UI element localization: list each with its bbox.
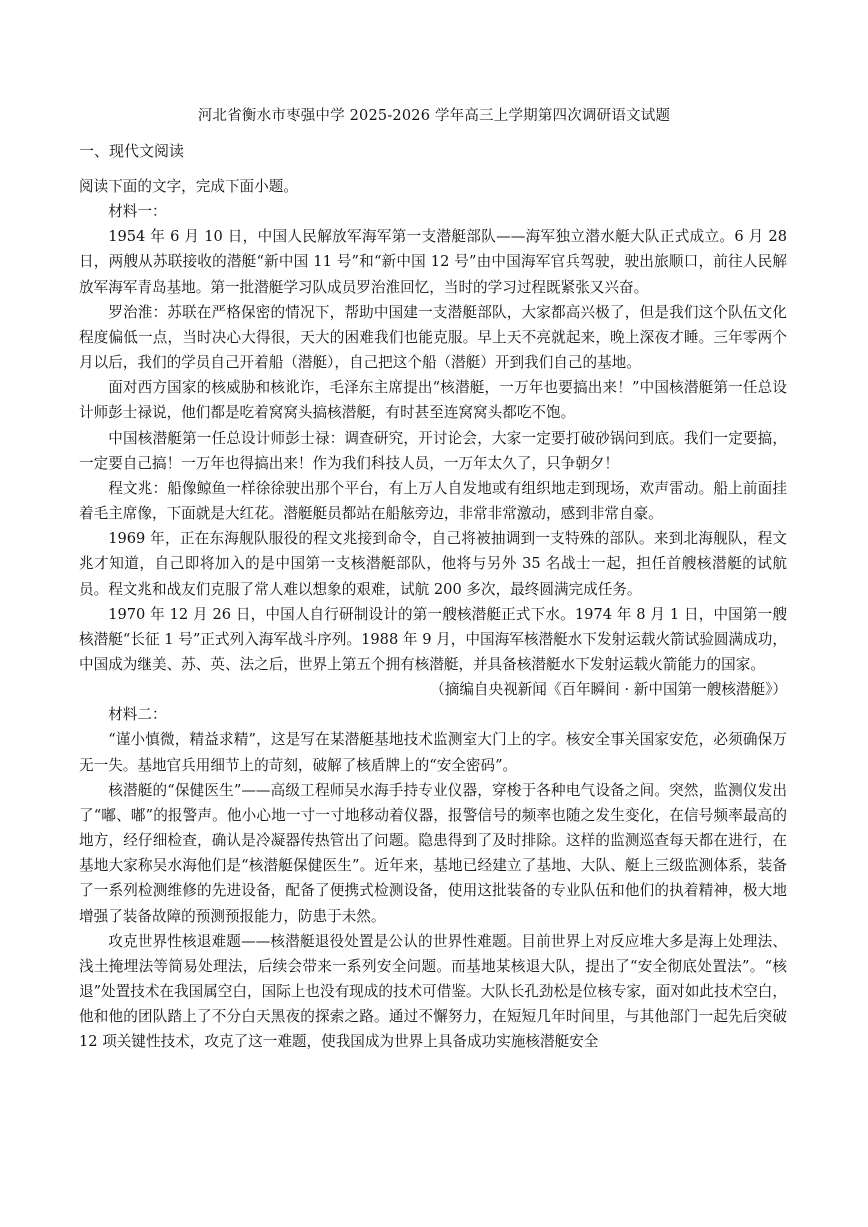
material1-paragraph-6: 1969 年，正在东海舰队服役的程文兆接到命令，自己将被抽调到一支特殊的部队。来到北海舰队，程文兆才知道，自己即将加入的是中国第一支核潜艇部队，他将与另外 35 名战士一起，担任首艘核潜艇的试航员。程文兆和战友们克服了常人难以想象的艰难，试航 200 多次，最终圆满完成任务。	[79, 530, 787, 598]
material2-paragraph-2: 核潜艇的“保健医生”——高级工程师吴水海手持专业仪器，穿梭于各种电气设备之间。突然，监测仪发出了“嘟、嘟”的报警声。他小心地一寸一寸地移动着仪器，报警信号的频率也随之发生变化，在信号频率最高的地方，经仔细检查，确认是冷凝器传热管出了问题。隐患得到了及时排除。这样的监测巡查每天都在进行，在基地大家称吴水海他们是“核潜艇保健医生”。近年来，基地已经建立了基地、大队、艇上三级监测体系，装备了一系列检测维修的先进设备，配备了便携式检测设备，使用这批装备的专业队伍和他们的执着精神，极大地增强了装备故障的预测预报能力，防患于未然。	[79, 781, 787, 925]
intro-line: 阅读下面的文字，完成下面小题。	[79, 178, 298, 195]
section-heading: 一、现代文阅读	[79, 142, 185, 160]
exam-title: 河北省衡水市枣强中学 2025-2026 学年高三上学期第四次调研语文试题	[197, 108, 671, 124]
material2-paragraph-3: 攻克世界性核退难题——核潜艇退役处置是公认的世界性难题。目前世界上对反应堆大多是海上处理法、浅土掩埋法等简易处理法，后续会带来一系列安全问题。而基地某核退大队，提出了“安全彻底处置法”。“核退”处置技术在我国属空白，国际上也没有现成的技术可借鉴。大队长孔劲松是位核专家，面对如此技术空白，他和他的团队踏上了不分白天黑夜的探索之路。通过不懈努力，在短短几年时间里，与其他部门一起先后突破 12 项关键性技术，攻克了这一难题，使我国成为世界上具备成功实施核潜艇安全	[79, 932, 787, 1051]
material1-paragraph-2: 罗治淮：苏联在严格保密的情况下，帮助中国建一支潜艇部队，大家都高兴极了，但是我们这个队伍文化程度偏低一点，当时决心大得很，天大的困难我们也能克服。早上天不亮就起来，晚上深夜才睡。三年零两个月以后，我们的学员自己开着船（潜艇），自己把这个船（潜艇）开到我们自己的基地。	[79, 303, 787, 372]
material1-paragraph-3: 面对西方国家的核威胁和核讹诈，毛泽东主席提出“核潜艇，一万年也要搞出来！”中国核潜艇第一任总设计师彭士禄说，他们都是吃着窝窝头搞核潜艇，有时甚至连窝窝头都吃不饱。	[79, 379, 787, 422]
material1-paragraph-4: 中国核潜艇第一任总设计师彭士禄：调查研究，开讨论会，大家一定要打破砂锅问到底。我们一定要搞，一定要自己搞！一万年也得搞出来！作为我们科技人员，一万年太久了，只争朝夕！	[79, 429, 787, 472]
material2-paragraph-1: “谨小慎微，精益求精”，这是写在某潜艇基地技术监测室大门上的字。核安全事关国家安危，必须确保万无一失。基地官兵用细节上的苛刻，破解了核盾牌上的“安全密码”。	[79, 731, 787, 774]
material1-label: 材料一：	[108, 203, 167, 221]
reading-text	[79, 174, 787, 1054]
material1-source: （摘编自央视新闻《百年瞬间 · 新中国第一艘核潜艇》）	[430, 681, 787, 699]
material1-paragraph-5: 程文兆：船像鲸鱼一样徐徐驶出那个平台，有上万人自发地或有组织地走到现场，欢声雷动。船上前面挂着毛主席像，下面就是大红花。潜艇艇员都站在船舷旁边，非常非常激动，感到非常自豪。	[79, 479, 787, 523]
material1-paragraph-1: 1954 年 6 月 10 日，中国人民解放军海军第一支潜艇部队——海军独立潜水艇大队正式成立。6 月 28 日，两艘从苏联接收的潜艇“新中国 11 号”和“新中国 12 号”由中国海军官兵驾驶，驶出旅顺口，前往人民解放军海军青岛基地。第一批潜艇学习队成员罗治淮回忆，当时的学习过程既紧张又兴奋。	[79, 228, 787, 296]
material1-paragraph-7: 1970 年 12 月 26 日，中国人自行研制设计的第一艘核潜艇正式下水。1974 年 8 月 1 日，中国第一艘核潜艇“长征 1 号”正式列入海军战斗序列。1988 年 9 月，中国海军核潜艇水下发射运载火箭试验圆满成功，中国成为继美、苏、英、法之后，世界上第五个拥有核潜艇，并具备核潜艇水下发射运载火箭能力的国家。	[79, 605, 787, 673]
material2-label: 材料二：	[108, 706, 167, 724]
